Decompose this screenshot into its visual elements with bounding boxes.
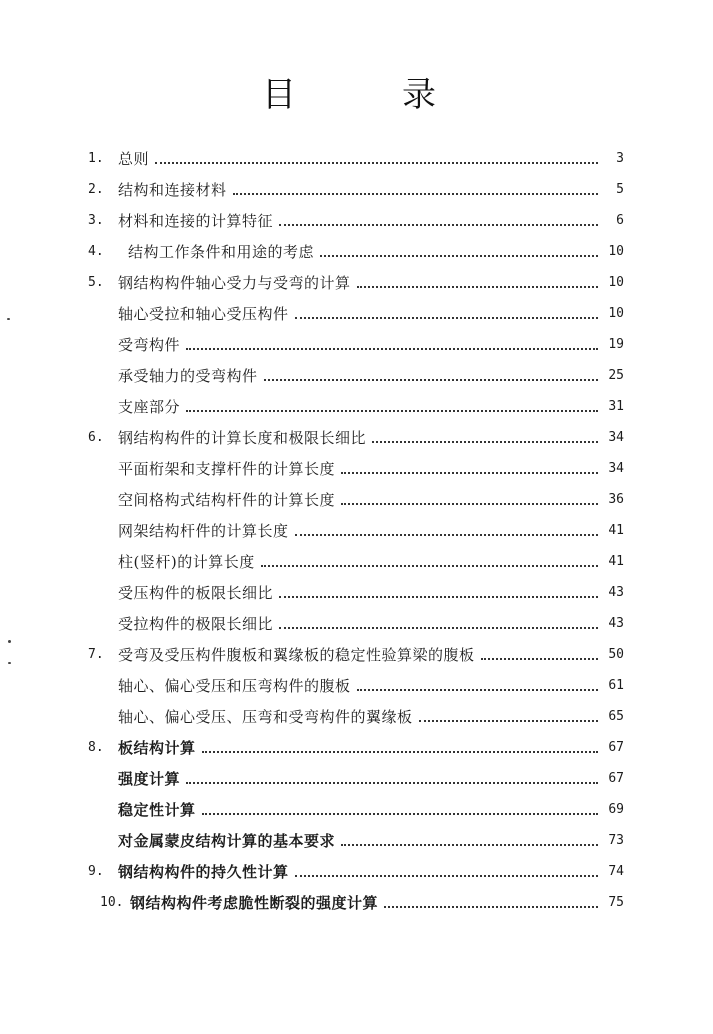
toc-entry-page-number: 67 bbox=[608, 740, 624, 755]
toc-entry-label: 轴心、偏心受压、压弯和受弯构件的翼缘板 bbox=[118, 708, 413, 726]
scan-speck bbox=[8, 640, 11, 643]
dot-leader bbox=[295, 534, 598, 536]
toc-entry-page-number: 74 bbox=[608, 864, 624, 879]
toc-entry[interactable] bbox=[88, 640, 624, 670]
toc-entry[interactable] bbox=[88, 547, 624, 577]
toc-title-char-2: 录 bbox=[402, 75, 436, 115]
toc-entry[interactable] bbox=[88, 299, 624, 329]
toc-entry[interactable] bbox=[88, 237, 624, 267]
toc-entry-page-number: 36 bbox=[608, 492, 624, 507]
dot-leader bbox=[357, 689, 598, 691]
toc-entry-number: 1. bbox=[88, 151, 104, 166]
toc-entry[interactable] bbox=[88, 764, 624, 794]
toc-entry-number: 3. bbox=[88, 213, 104, 228]
dot-leader bbox=[279, 627, 598, 629]
toc-entry-label: 轴心受拉和轴心受压构件 bbox=[118, 305, 289, 323]
dot-leader bbox=[341, 472, 598, 474]
toc-entry-page-number: 3 bbox=[616, 151, 624, 166]
dot-leader bbox=[341, 844, 598, 846]
toc-entry-label: 稳定性计算 bbox=[118, 801, 196, 819]
dot-leader bbox=[279, 596, 598, 598]
toc-entry-page-number: 65 bbox=[608, 709, 624, 724]
toc-entry-label: 轴心、偏心受压和压弯构件的腹板 bbox=[118, 677, 351, 695]
toc-entry[interactable] bbox=[88, 857, 624, 887]
dot-leader bbox=[295, 875, 598, 877]
toc-entry-label: 空间格构式结构杆件的计算长度 bbox=[118, 491, 336, 509]
dot-leader bbox=[202, 813, 598, 815]
toc-entry[interactable] bbox=[88, 330, 624, 360]
toc-entry-page-number: 19 bbox=[608, 337, 624, 352]
toc-entry-page-number: 25 bbox=[608, 368, 624, 383]
toc-entry-number: 6. bbox=[88, 430, 104, 445]
dot-leader bbox=[481, 658, 598, 660]
toc-entry-label: 钢结构构件的持久性计算 bbox=[118, 863, 289, 881]
toc-entry-label: 柱(竖杆)的计算长度 bbox=[118, 553, 255, 571]
toc-entry[interactable] bbox=[100, 888, 624, 918]
toc-entry-page-number: 10 bbox=[608, 244, 624, 259]
toc-entry-label: 钢结构构件轴心受力与受弯的计算 bbox=[118, 274, 351, 292]
dot-leader bbox=[155, 162, 598, 164]
toc-entry-number: 4. bbox=[88, 244, 104, 259]
toc-entry[interactable] bbox=[88, 826, 624, 856]
toc-entry-label: 网架结构杆件的计算长度 bbox=[118, 522, 289, 540]
toc-entry-page-number: 50 bbox=[608, 647, 624, 662]
dot-leader bbox=[202, 751, 598, 753]
toc-entry-label: 支座部分 bbox=[118, 398, 181, 416]
toc-entry-label: 受压构件的板限长细比 bbox=[118, 584, 274, 602]
dot-leader bbox=[419, 720, 598, 722]
toc-entry-page-number: 6 bbox=[616, 213, 624, 228]
toc-entry-page-number: 43 bbox=[608, 585, 624, 600]
toc-entry-page-number: 41 bbox=[608, 554, 624, 569]
toc-entry-label: 对金属蒙皮结构计算的基本要求 bbox=[118, 832, 336, 850]
dot-leader bbox=[295, 317, 598, 319]
toc-entry-page-number: 34 bbox=[608, 430, 624, 445]
toc-entry[interactable] bbox=[88, 392, 624, 422]
dot-leader bbox=[233, 193, 598, 195]
toc-entry-number: 10. bbox=[100, 895, 124, 910]
toc-entry-label: 承受轴力的受弯构件 bbox=[118, 367, 258, 385]
toc-title bbox=[0, 70, 713, 120]
toc-entry[interactable] bbox=[88, 423, 624, 453]
toc-entry-page-number: 31 bbox=[608, 399, 624, 414]
toc-entry-page-number: 5 bbox=[616, 182, 624, 197]
toc-entry-page-number: 67 bbox=[608, 771, 624, 786]
toc-entry[interactable] bbox=[88, 733, 624, 763]
scan-speck bbox=[8, 662, 11, 664]
toc-entry[interactable] bbox=[88, 671, 624, 701]
dot-leader bbox=[341, 503, 598, 505]
toc-entry-number: 2. bbox=[88, 182, 104, 197]
toc-entry-label: 钢结构构件考虑脆性断裂的强度计算 bbox=[130, 894, 379, 912]
dot-leader bbox=[186, 410, 598, 412]
toc-entry[interactable] bbox=[88, 516, 624, 546]
toc-entry-page-number: 69 bbox=[608, 802, 624, 817]
toc-entry-page-number: 75 bbox=[608, 895, 624, 910]
toc-entry[interactable] bbox=[88, 485, 624, 515]
toc-entry-number: 8. bbox=[88, 740, 104, 755]
dot-leader bbox=[320, 255, 598, 257]
toc-entry[interactable] bbox=[88, 702, 624, 732]
dot-leader bbox=[264, 379, 598, 381]
toc-entry-page-number: 10 bbox=[608, 275, 624, 290]
scan-speck bbox=[7, 318, 10, 320]
toc-entry-label: 结构和连接材料 bbox=[118, 181, 227, 199]
dot-leader bbox=[357, 286, 598, 288]
toc-entry-page-number: 10 bbox=[608, 306, 624, 321]
toc-entry-page-number: 61 bbox=[608, 678, 624, 693]
toc-entry-page-number: 43 bbox=[608, 616, 624, 631]
toc-entry[interactable] bbox=[88, 361, 624, 391]
dot-leader bbox=[261, 565, 598, 567]
toc-entry-number: 5. bbox=[88, 275, 104, 290]
toc-entry-label: 强度计算 bbox=[118, 770, 181, 788]
dot-leader bbox=[186, 348, 598, 350]
dot-leader bbox=[279, 224, 598, 226]
toc-entry-page-number: 41 bbox=[608, 523, 624, 538]
toc-entry-label: 材料和连接的计算特征 bbox=[118, 212, 274, 230]
toc-entry-label: 板结构计算 bbox=[118, 739, 196, 757]
dot-leader bbox=[372, 441, 598, 443]
dot-leader bbox=[186, 782, 598, 784]
toc-entry[interactable] bbox=[88, 795, 624, 825]
toc-entry[interactable] bbox=[88, 144, 624, 174]
toc-entry[interactable] bbox=[88, 175, 624, 205]
toc-title-char-1: 目 bbox=[262, 75, 296, 115]
toc-entry-label: 受拉构件的极限长细比 bbox=[118, 615, 274, 633]
toc-entry-number: 9. bbox=[88, 864, 104, 879]
toc-entry[interactable] bbox=[88, 609, 624, 639]
toc-entry-label: 受弯构件 bbox=[118, 336, 181, 354]
toc-entry-page-number: 73 bbox=[608, 833, 624, 848]
toc-entry[interactable] bbox=[88, 454, 624, 484]
toc-entry-label: 结构工作条件和用途的考虑 bbox=[128, 243, 315, 261]
toc-entry[interactable] bbox=[88, 206, 624, 236]
toc-entry-number: 7. bbox=[88, 647, 104, 662]
toc-entry-label: 钢结构构件的计算长度和极限长细比 bbox=[118, 429, 367, 447]
toc-entry-label: 平面桁架和支撑杆件的计算长度 bbox=[118, 460, 336, 478]
toc-entry-label: 总则 bbox=[118, 150, 150, 168]
toc-entry-label: 受弯及受压构件腹板和翼缘板的稳定性验算梁的腹板 bbox=[118, 646, 475, 664]
toc-entry-page-number: 34 bbox=[608, 461, 624, 476]
toc-entry[interactable] bbox=[88, 578, 624, 608]
toc-entry[interactable] bbox=[88, 268, 624, 298]
dot-leader bbox=[384, 906, 598, 908]
